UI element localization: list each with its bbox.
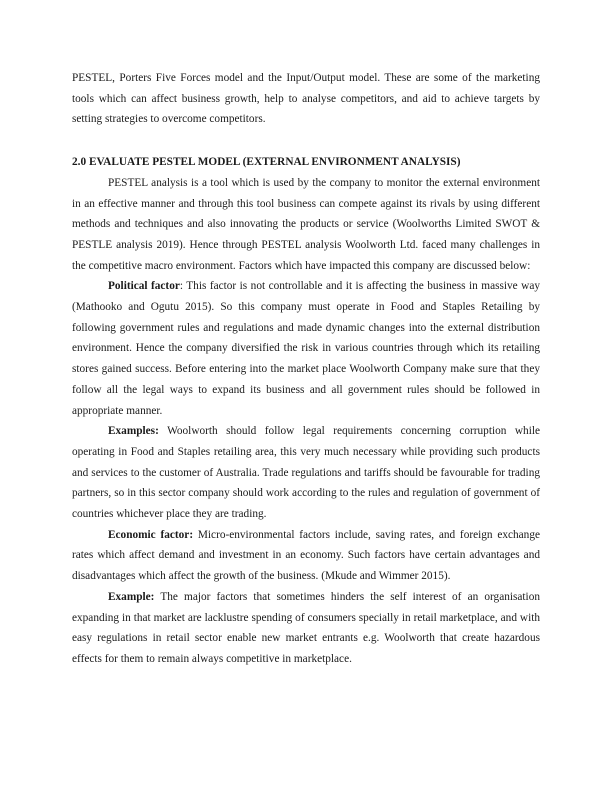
political-text: : This factor is not controllable and it is affecting the business in massive way (Mathooko and Ogutu 2015). So this company must operate in Food and Staples Retailing by following government rules and regulations and made dynamic changes into the external distribution environment. Hence the company diversified the risk in various countries through which its retailing stores gained success. Before entering into the market place Woolworth Company make sure that they follow all the legal ways to expand its business and all government rules should be followed in appropriate manner.	[72, 280, 540, 417]
document-body	[72, 68, 540, 670]
economic-label: Economic factor:	[108, 528, 194, 541]
example-paragraph	[72, 587, 540, 670]
examples-label: Examples:	[108, 425, 159, 438]
examples-text: Woolworth should follow legal requirements concerning corruption while operating in Food and Staples retailing area, this very much necessary while providing such products and services to the customer of Australia. Trade regulations and tariffs should be favourable for trading partners, so in this sector company should work according to the rules and regulation of government of countries whichever place they are trading.	[72, 425, 540, 521]
examples-paragraph	[72, 421, 540, 525]
example-label: Example:	[108, 590, 155, 603]
intro-paragraph: PESTEL, Porters Five Forces model and the Input/Output model. These are some of the marketing tools which can affect business growth, help to analyse competitors, and aid to achieve targets by setting strategies to overcome competitors.	[72, 72, 540, 126]
economic-paragraph	[72, 525, 540, 587]
political-paragraph	[72, 276, 540, 421]
section-heading: 2.0 EVALUATE PESTEL MODEL (EXTERNAL ENVIRONMENT ANALYSIS)	[72, 156, 461, 169]
economic-text: Micro-environmental factors include, saving rates, and foreign exchange rates which affect demand and investment in an economy. Such factors have certain advantages and disadvantages which affect the growth of the business. (Mkude and Wimmer 2015).	[72, 528, 540, 583]
political-label: Political factor	[108, 280, 180, 293]
example-text: The major factors that sometimes hinders the self interest of an organisation expanding in that market are lacklustre spending of consumers specially in retail marketplace, and with easy regulations in retail sector enable new market entrants e.g. Woolworth that create hazardous effects for them to remain always competitive in marketplace.	[72, 590, 540, 665]
pestel-paragraph: PESTEL analysis is a tool which is used by the company to monitor the external environment in an effective manner and through this tool business can compete against its rivals by using different methods and techniques and also innovating the products or service (Woolworths Limited SWOT & PESTLE analysis 2019). Hence through PESTEL analysis Woolworth Ltd. faced many challenges in the competitive macro environment. Factors which have impacted this company are discussed below:	[72, 176, 540, 272]
